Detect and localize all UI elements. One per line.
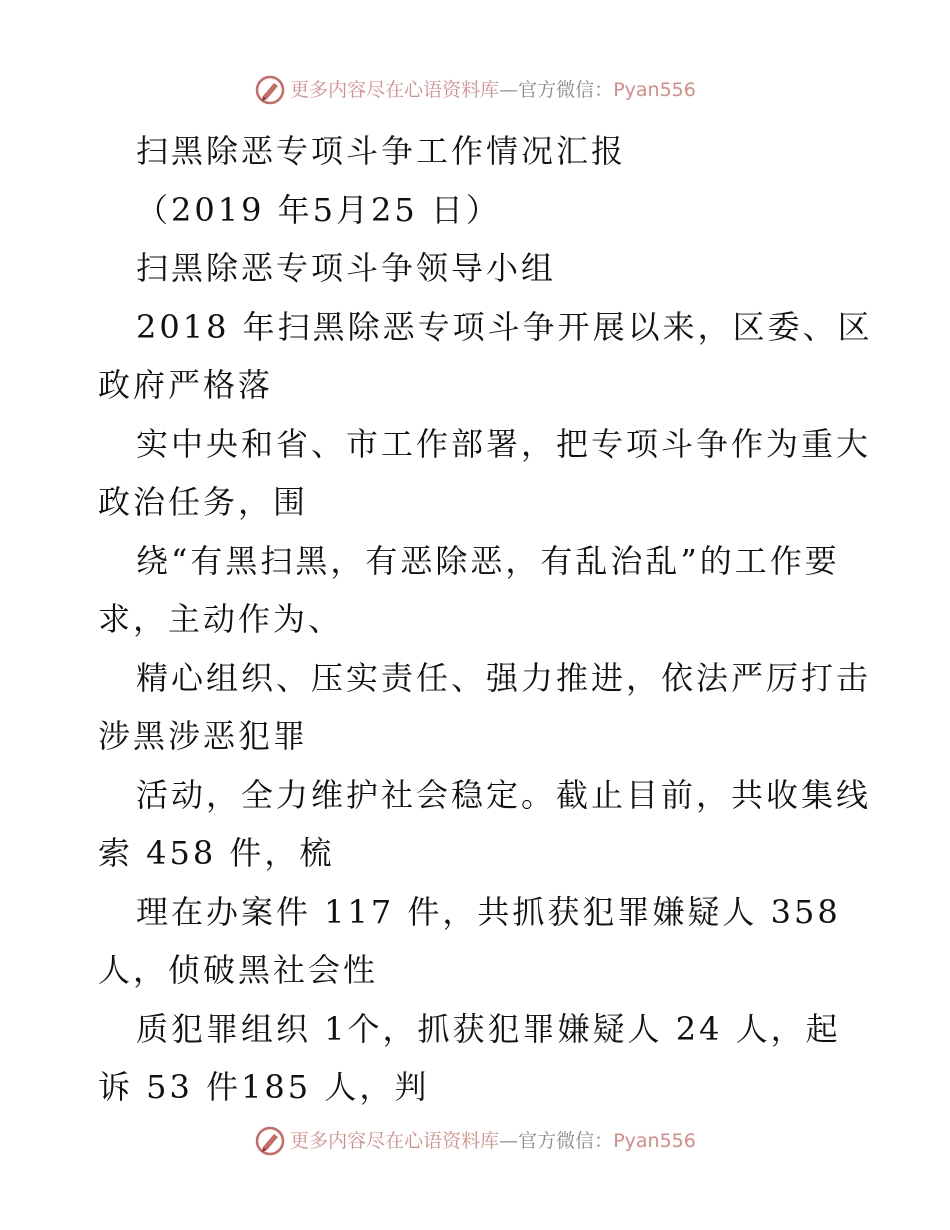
text-line: 政治任务，围 <box>98 483 309 521</box>
watermark-sub-text: 官方微信： <box>518 1129 614 1152</box>
watermark-dash: — <box>499 78 519 101</box>
watermark-sub-text: 官方微信： <box>518 78 614 101</box>
text-line: （2019 年5月25 日） <box>136 190 501 229</box>
text-line: 活动，全力维护社会稳定。截止目前，共收集线 <box>136 775 872 814</box>
watermark-header <box>0 72 950 108</box>
pen-logo-icon <box>254 1125 286 1157</box>
watermark-footer <box>0 1123 950 1159</box>
text-line: 绕“有黑扫黑，有恶除恶，有乱治乱”的工作要 <box>136 541 840 580</box>
text-line: 精心组织、压实责任、强力推进，依法严厉打击 <box>136 658 872 697</box>
pen-logo-icon <box>254 74 286 106</box>
text-line: 诉 53 件185 人，判 <box>98 1068 430 1106</box>
watermark-wechat-id: Pyan556 <box>613 1129 696 1152</box>
watermark-main-text: 更多内容尽在心语资料库 <box>290 1129 500 1152</box>
watermark-main-text: 更多内容尽在心语资料库 <box>290 78 500 101</box>
text-line: 求，主动作为、 <box>98 600 344 638</box>
document-title: 扫黑除恶专项斗争工作情况汇报 <box>136 132 627 170</box>
text-line: 人，侦破黑社会性 <box>98 951 379 989</box>
watermark-wechat-id: Pyan556 <box>613 78 696 101</box>
text-line: 2018 年扫黑除恶专项斗争开展以来，区委、区 <box>136 307 873 346</box>
text-line: 政府严格落 <box>98 366 274 404</box>
text-line: 质犯罪组织 1个，抓获犯罪嫌疑人 24 人，起 <box>136 1009 841 1048</box>
text-line: 索 458 件，梳 <box>98 834 335 872</box>
watermark-dash: — <box>499 1129 519 1152</box>
text-line: 理在办案件 117 件，共抓获犯罪嫌疑人 358 <box>136 892 841 931</box>
text-line: 实中央和省、市工作部署，把专项斗争作为重大 <box>136 424 872 463</box>
text-line: 扫黑除恶专项斗争领导小组 <box>136 249 557 287</box>
document-body <box>98 122 873 1117</box>
text-line: 涉黑涉恶犯罪 <box>98 717 309 755</box>
